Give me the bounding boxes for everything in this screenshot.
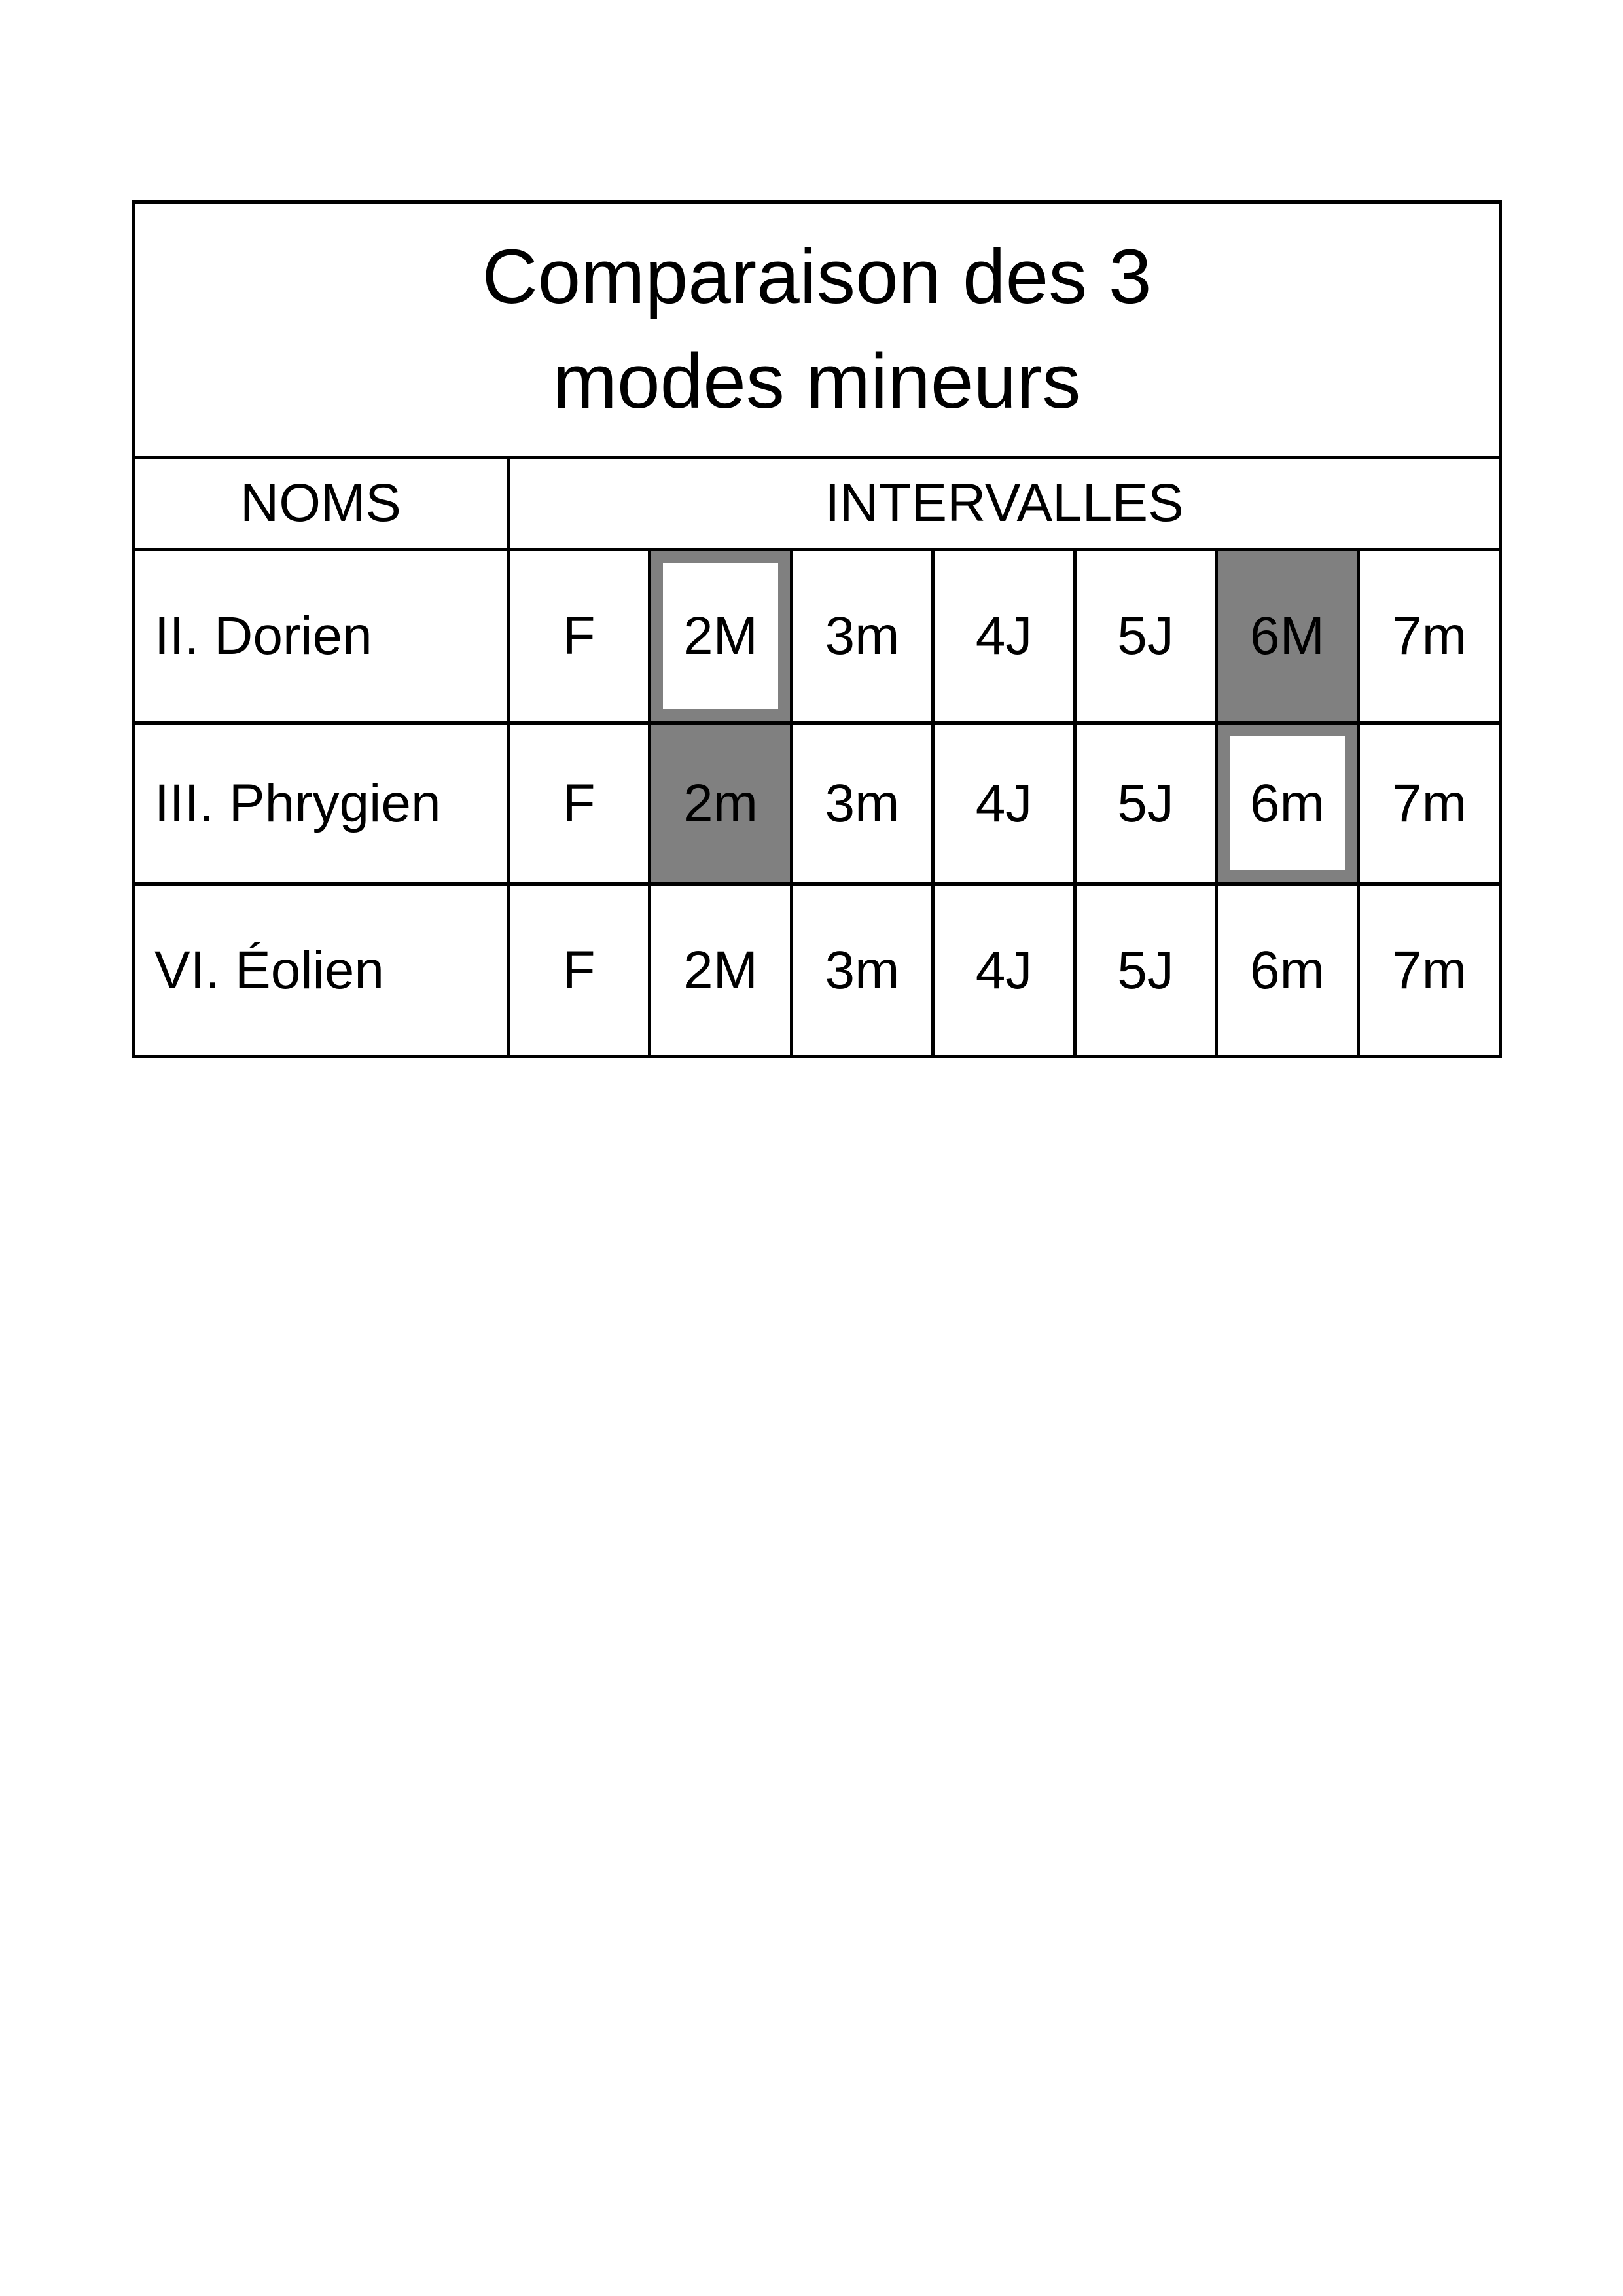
interval-cell: 4J [933,884,1075,1057]
title-row [134,202,1501,457]
header-names: NOMS [134,457,508,550]
title-line-2: modes mineurs [552,338,1081,425]
interval-cell-outlined: 2M [650,550,792,723]
interval-cell: 7m [1359,550,1501,723]
interval-cell: 4J [933,723,1075,884]
mode-row-dorien [134,550,1501,723]
interval-cell: 5J [1075,884,1217,1057]
interval-cell: 7m [1359,723,1501,884]
interval-cell: F [508,884,650,1057]
table-title [134,202,1501,457]
mode-row-eolien [134,884,1501,1057]
header-row [134,457,1501,550]
interval-cell: F [508,723,650,884]
mode-name: II. Dorien [134,550,508,723]
interval-cell: 5J [1075,550,1217,723]
interval-cell-outlined: 6m [1217,723,1359,884]
interval-cell: 7m [1359,884,1501,1057]
mode-name: VI. Éolien [134,884,508,1057]
mode-name: III. Phrygien [134,723,508,884]
interval-cell: 6m [1217,884,1359,1057]
mode-row-phrygien [134,723,1501,884]
interval-cell: 3m [792,884,933,1057]
interval-cell: 4J [933,550,1075,723]
title-line-1: Comparaison des 3 [482,234,1152,321]
interval-cell: 3m [792,550,933,723]
interval-cell: 2M [650,884,792,1057]
interval-cell-filled: 6M [1217,550,1359,723]
interval-cell-filled: 2m [650,723,792,884]
header-intervals: INTERVALLES [508,457,1501,550]
modes-comparison-table [132,200,1502,1058]
interval-cell: 5J [1075,723,1217,884]
interval-cell: 3m [792,723,933,884]
interval-cell: F [508,550,650,723]
